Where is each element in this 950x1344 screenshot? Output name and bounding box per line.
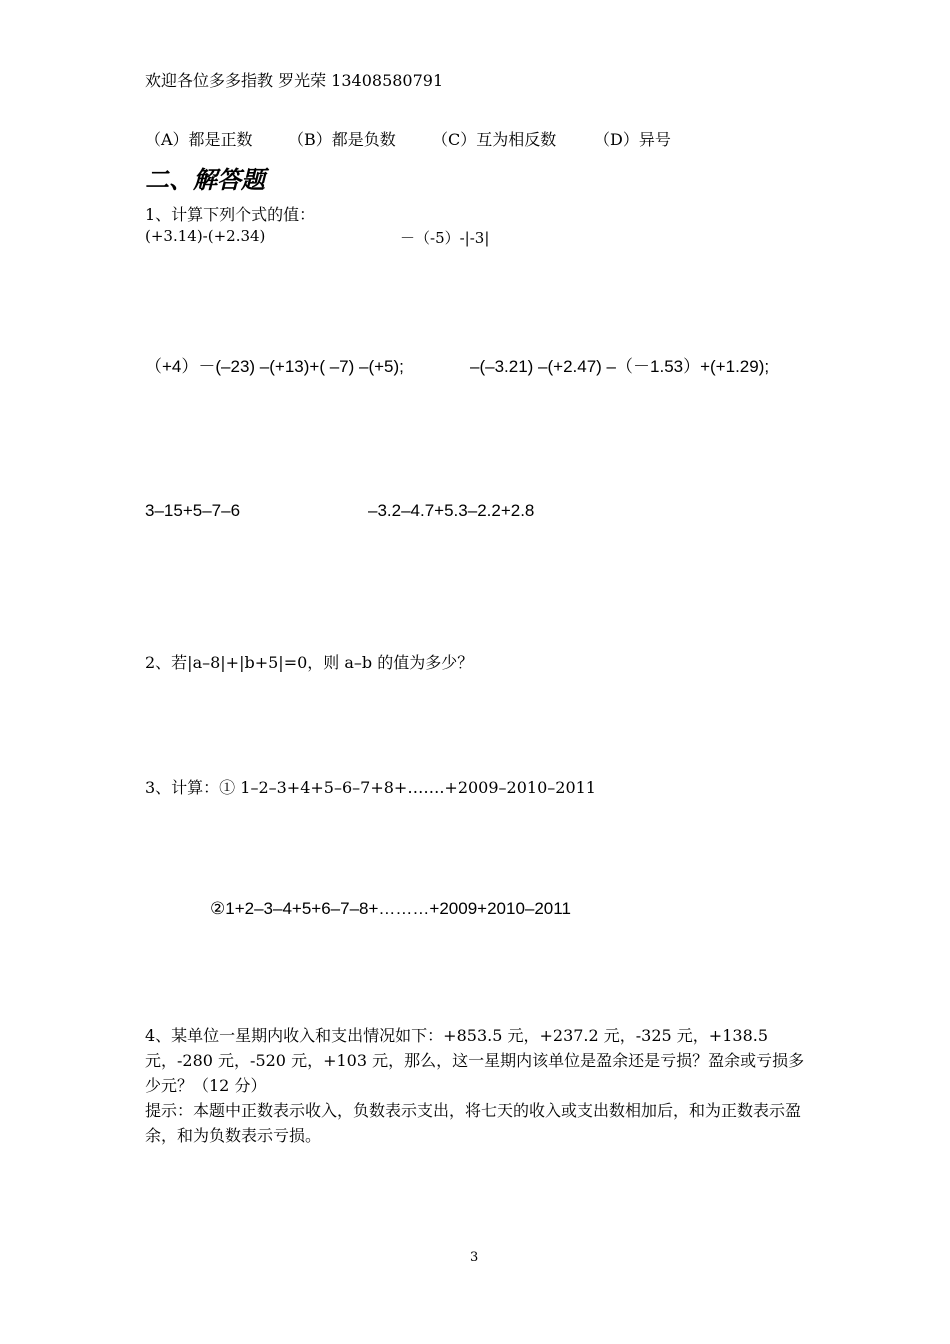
choice-a: （A）都是正数 — [145, 130, 253, 149]
q1-prompt: 1、计算下列个式的值： — [145, 205, 316, 224]
section-title: 二、解答题 — [145, 166, 265, 194]
q1-expr1: (+3.14)-(+2.34) — [145, 227, 266, 245]
q3-part2: ②1+2–3–4+5+6–7–8+………+2009+2010–2011 — [210, 899, 571, 918]
choice-b: （B）都是负数 — [288, 130, 396, 149]
page-number: 3 — [470, 1250, 479, 1265]
choice-d: （D）异号 — [594, 130, 671, 149]
choice-c: （C）互为相反数 — [432, 130, 557, 149]
q4-text: 4、某单位一星期内收入和支出情况如下：+853.5 元，+237.2 元，-325 元，+138.5 元，-280 元，-520 元，+103 元，那么，这一星期内该单位是盈余还是亏损？盈余或亏损多少元？（12 分） — [145, 1026, 805, 1095]
q1-expr4: –(–3.21) –(+2.47) –（－1.53）+(+1.29); — [470, 357, 770, 376]
q3-prompt: 3、计算：① 1–2–3+4+5–6–7+8+…….+2009–2010–2011 — [145, 778, 596, 797]
page-header: 欢迎各位多多指教 罗光荣 13408580791 — [145, 71, 444, 90]
q2-text: 2、若|a–8|+|b+5|=0，则 a–b 的值为多少？ — [145, 653, 474, 672]
q1-expr2: －（-5）-|-3| — [400, 229, 490, 247]
q1-expr6: –3.2–4.7+5.3–2.2+2.8 — [368, 501, 535, 520]
q4-hint: 提示：本题中正数表示收入，负数表示支出，将七天的收入或支出数相加后，和为正数表示盈余，和为负数表示亏损。 — [145, 1101, 802, 1145]
q1-expr3: （+4）－(–23) –(+13)+( –7) –(+5); — [145, 357, 404, 376]
q1-expr5: 3–15+5–7–6 — [145, 501, 241, 520]
